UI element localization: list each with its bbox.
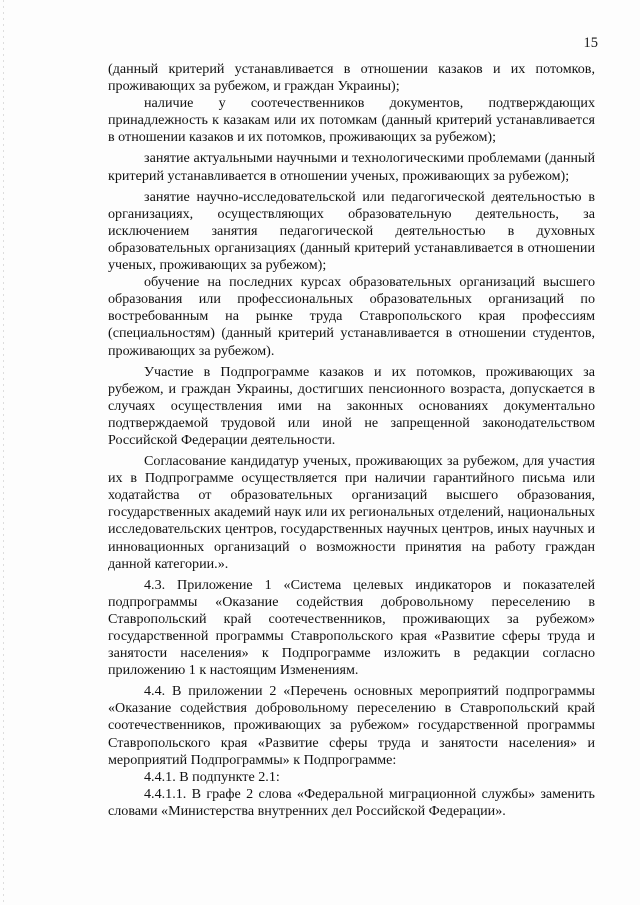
paragraph-1: (данный критерий устанавливается в отношении казаков и их потомков, проживающих за рубежом, и граждан Украины); [108,61,595,95]
scan-edge-marks [3,0,4,905]
paragraph-10: 4.4.1. В подпункте 2.1: [144,768,280,785]
paragraph-5: обучение на последних курсах образовательных организаций высшего образования или профессиональных образовательных организаций по востребованным на рынке труда Ставропольского края профессиям (специальностям) (данный критерий устанавливается в отношении студентов, проживающих за рубежом). [108,274,595,359]
paragraph-9: 4.4. В приложении 2 «Перечень основных мероприятий подпрограммы «Оказание содействия добровольному переселению в Ставропольский край соотечественников, проживающих за рубежом» государственной программы Ставропольского края «Развитие сферы труда и занятости населения» и мероприятий Подпрограммы» к Подпрограмме: [108,683,595,768]
paragraph-11: 4.4.1.1. В графе 2 слова «Федеральной миграционной службы» заменить словами «Министерства внутренних дел Российской Федерации». [108,785,595,819]
paragraph-7: Согласование кандидатур ученых, проживающих за рубежом, для участия их в Подпрограмме осуществляется при наличии гарантийного письма или ходатайства от образовательных организаций высшего образования, государственных академий наук или их региональных отделений, национальных исследовательских центров, государственных научных центров, иных научных и инновационных организаций о возможности принятия на работу граждан данной категории.». [108,453,595,572]
page-number: 15 [583,35,598,51]
paragraph-3: занятие актуальными научными и технологическими проблемами (данный критерий устанавливается в отношении ученых, проживающих за рубежом); [108,150,595,184]
paragraph-2: наличие у соотечественников документов, подтверждающих принадлежность к казакам или их потомкам (данный критерий устанавливается в отношении казаков и их потомков, проживающих за рубежом); [108,95,595,146]
paragraph-4: занятие научно-исследовательской или педагогической деятельностью в организациях, осуществляющих образовательную деятельность, за исключением занятия педагогической деятельностью в духовных образовательных организациях (данный критерий устанавливается в отношении ученых, проживающих за рубежом); [108,188,595,274]
paragraph-8: 4.3. Приложение 1 «Система целевых индикаторов и показателей подпрограммы «Оказание содействия добровольному переселению в Ставропольский край соотечественников, проживающих за рубежом» государственной программы Ставропольского края «Развитие сферы труда и занятости населения» к Подпрограмме изложить в редакции согласно приложению 1 к настоящим Изменениям. [108,576,595,679]
paragraph-6: Участие в Подпрограмме казаков и их потомков, проживающих за рубежом, и граждан Украины, достигших пенсионного возраста, допускается в случаях осуществления ими на законных основаниях документально подтверждаемой трудовой или иной не запрещенной законодательством Российской Федерации деятельности. [108,363,595,448]
document-body [108,61,595,820]
